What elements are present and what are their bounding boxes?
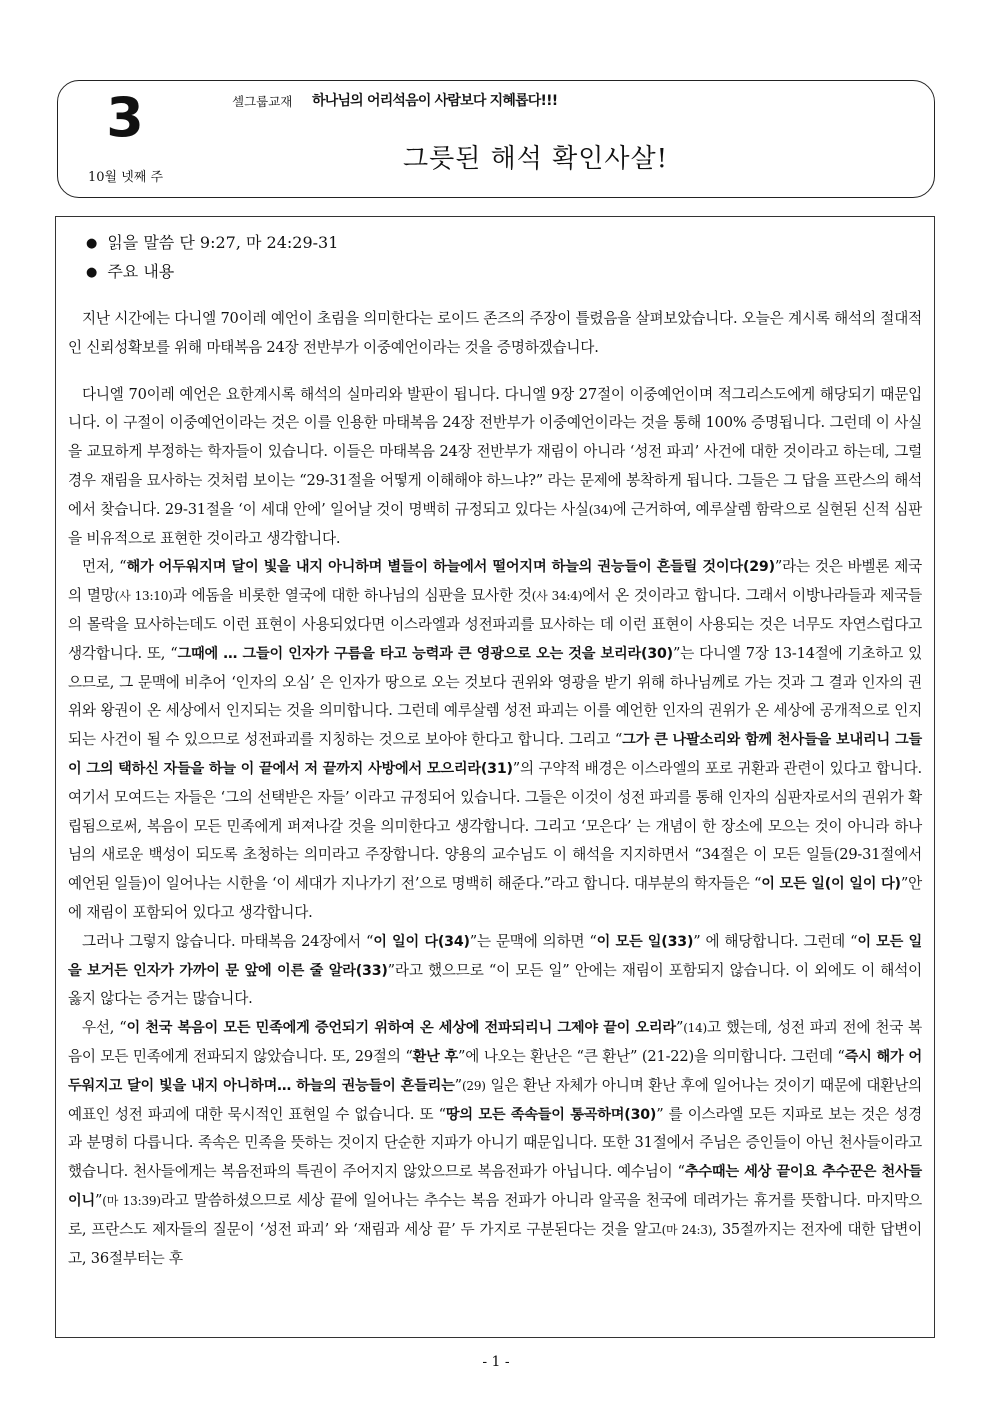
key-content-line: [86, 258, 922, 287]
reference: (마 24:3): [661, 1222, 713, 1237]
scripture-quote: 추수때는 세상 끝이요 추수꾼은 천사들이니: [68, 1164, 922, 1209]
text-run: ”는 문맥에 의하면 “: [469, 932, 597, 950]
text-run: ”는 다니엘 7장 13-14절에 기초하고 있으므로, 그 문맥에 비추어 ‘인자의 오심’ 은 인자가 땅으로 오는 것보다 권위와 영광을 받기 위해 하나님께로 가는 것과 그 결과 인자의 권위와 왕권이 온 세상에서 인지되는 것을 의미합니다. 그런데 예루살렘 성전 파괴는 이를 예언한 인자의 권위가 온 세상에 공개적으로 인지되는 사건이 될 수 있으므로 성전파괴를 지칭하는 것으로 보아야 한다고 합니다. 그리고 “: [68, 644, 922, 749]
content-box: [55, 216, 935, 1338]
scripture-quote: 이 모든 일을 보거든 인자가 가까이 문 앞에 이른 줄 알라(33): [68, 933, 922, 979]
text-run: 우선, “: [82, 1019, 127, 1037]
series-title: 하나님의 어리석음이 사람보다 지혜롭다!!!: [312, 93, 558, 109]
text-run: ”안에 재림이 포함되어 있다고 생각합니다.: [68, 875, 922, 921]
text-run: 지난 시간에는 다니엘 70이레 예언이 초림을 의미한다는 로이드 존즈의 주장이 틀렸음을 살펴보았습니다. 오늘은 계시록 해석의 절대적인 신뢰성확보를 위해 마태복음 24장 전반부가 이중예언이라는 것을 증명하겠습니다.: [68, 310, 922, 356]
scripture-quote: 이 일이 다(34): [373, 933, 470, 950]
series-label: 셀그룹교재: [232, 94, 293, 109]
text-run: 고 했는데, 성전 파괴 전에 천국 복음이 모든 민족에게 전파되지 않았습니다. 또, 29절의 “: [68, 1019, 922, 1065]
text-run: ”라고 했으므로 “이 모든 일” 안에는 재림이 포함되지 않습니다. 이 외에도 이 해석이 옳지 않다는 증거는 많습니다.: [68, 961, 923, 1008]
key-content-label: 주요 내용: [107, 262, 175, 281]
text-run: ”의 구약적 배경은 이스라엘의 포로 귀환과 관련이 있다고 합니다. 여기서 모여드는 자들은 ‘그의 선택받은 자들’ 이라고 규정되어 있습니다. 그들은 이것이 성전 파괴를 통해 인자의 심판자로서의 권위가 확립됨으로써, 복음이 모든 민족에게 퍼져나갈 것을 의미한다고 생각합니다. 그리고 ‘모은다’ 는 개념이 한 장소에 모으는 것이 아니라 하나님의 새로운 백성이 되도록 초청하는 의미라고 주장합니다. 양용의 교수님도 이 해석을 지지하면서 “34절은 이 모든 일들(29-31절에서 예언된 일들)이 일어나는 시한을 ‘이 세대가 지나가기 전’으로 명백히 해준다.”라고 합니다. 대부분의 학자들은 “: [68, 759, 922, 893]
scripture-quote: 이 모든 일(이 일이 다): [761, 876, 901, 893]
reference: (사 13:10): [114, 589, 173, 604]
text-run: 과 에돔을 비롯한 열국에 대한 하나님의 심판을 묘사한 것: [172, 587, 532, 605]
reference: (29): [461, 1078, 486, 1093]
text-run: 먼저, “: [82, 558, 127, 576]
text-run: ”에 나오는 환난은 “큰 환난” (21-22)을 의미합니다. 그런데 “: [458, 1047, 845, 1065]
text-run: 다니엘 70이레 예언은 요한계시록 해석의 실마리와 발판이 됩니다. 다니엘 9장 27절이 이중예언이며 적그리스도에게 해당되기 때문입니다. 이 구절이 이중예언이라는 것은 이를 인용한 마태복음 24장 전반부가 이중예언이라는 것을 통해 100% 증명됩니다. 그런데 이 사실을 교묘하게 부정하는 학자들이 있습니다. 이들은 마태복음 24장 전반부가 재림이 아니라 ‘성전 파괴’ 사건에 대한 것이라고 하는데, 그럴 경우 재림을 묘사하는 것처럼 보이는 “29-31절을 어떻게 이해해야 하느냐?” 라는 문제에 봉착하게 됩니다. 그들은 그 답을 프란스의 해석에서 찾습니다. 29-31절을 ‘이 세대 안에’ 일어날 것이 명백히 규정되고 있다는 사실: [68, 385, 922, 518]
reference: (34): [588, 502, 613, 517]
reference: (마 13:39): [102, 1193, 161, 1208]
scripture-quote: 환난 후: [412, 1048, 459, 1065]
scripture-quote: 이 천국 복음이 모든 민족에게 증언되기 위하여 온 세상에 전파되리니 그제야 끝이 오리라: [126, 1020, 676, 1037]
text-run: ”: [675, 1019, 684, 1037]
text-run: 그러나 그렇지 않습니다. 마태복음 24장에서 “: [82, 932, 374, 950]
reference: (사 34:4): [531, 589, 583, 604]
body-text: [68, 305, 922, 1273]
paragraph: [68, 928, 922, 1014]
text-run: , 35절까지는 전자에 대한 답변이고, 36절부터는 후: [68, 1220, 923, 1267]
text-run: ”: [454, 1076, 462, 1094]
paragraph: [68, 381, 922, 554]
page-number: - 1 -: [482, 1354, 510, 1370]
lesson-number: 3: [106, 86, 144, 149]
text-run: 에 근거하여, 예루살렘 함락으로 실현된 신적 심판을 비유적으로 표현한 것이라고 생각합니다.: [68, 500, 922, 547]
text-run: ”라는 것은 바벨론 제국의 멸망: [68, 558, 922, 605]
week-label: 10월 넷째 주: [88, 170, 164, 185]
scripture-quote: 즉시 해가 어두워지고 달이 빛을 내지 아니하며… 하늘의 권능들이 흔들리는: [68, 1048, 922, 1094]
text-run: 라고 말씀하셨으므로 세상 끝에 일어나는 추수는 복음 전파가 아니라 알곡을 천국에 데려가는 휴거를 뜻합니다. 마지막으로, 프란스도 제자들의 질문이 ‘성전 파괴’ 와 ‘재림과 세상 끝’ 두 가지로 구분된다는 것을 알고: [68, 1191, 922, 1238]
reading-value: 단 9:27, 마 24:29-31: [179, 233, 339, 252]
text-run: 에서 온 것이라고 합니다. 그래서 이방나라들과 제국들의 몰락을 묘사하는데도 이런 표현이 사용되었다면 이스라엘과 성전파괴를 묘사하는 데 이런 표현이 사용되는 것은 너무도 자연스럽다고 생각합니다. 또, “: [68, 587, 923, 662]
text-run: ”: [95, 1191, 103, 1209]
text-run: ” 에 해당합니다. 그런데 “: [693, 932, 858, 950]
reading-line: [86, 229, 922, 258]
scripture-quote: 땅의 모든 족속들이 통곡하며(30): [445, 1106, 657, 1123]
paragraph: [68, 1014, 922, 1273]
text-run: ” 를 이스라엘 모든 지파로 보는 것은 성경과 분명히 다릅니다. 족속은 민족을 뜻하는 것이지 단순한 지파가 아니기 때문입니다. 또한 31절에서 주님은 증인들이 아닌 천사들이라고 했습니다. 천사들에게는 복음전파의 특권이 주어지지 않았으므로 복음전파가 아닙니다. 예수님이 “: [68, 1105, 922, 1181]
text-run: 일은 환난 자체가 아니며 환난 후에 일어나는 것이기 때문에 대환난의 예표인 성전 파괴에 대한 묵시적인 표현일 수 없습니다. 또 “: [68, 1076, 922, 1123]
paragraph: [68, 553, 922, 927]
bullet-icon: ●: [86, 236, 98, 251]
reference: (14): [683, 1021, 708, 1036]
scripture-quote: 해가 어두워지며 달이 빛을 내지 아니하며 별들이 하늘에서 떨어지며 하늘의 권능들이 흔들릴 것이다(29): [126, 559, 775, 576]
scripture-quote: 그가 큰 나팔소리와 함께 천사들을 보내리니 그들이 그의 택하신 자들을 하늘 이 끝에서 저 끝까지 사방에서 모으리라(31): [68, 732, 922, 777]
paragraph: [68, 305, 922, 363]
reading-label: 읽을 말씀: [107, 233, 175, 252]
scripture-quote: 이 모든 일(33): [596, 933, 694, 950]
page-title: 그릇된 해석 확인사살!: [403, 144, 669, 174]
bullet-icon: ●: [86, 265, 98, 280]
scripture-quote: 그때에 … 그들이 인자가 구름을 타고 능력과 큰 영광으로 오는 것을 보리라(30): [177, 645, 673, 662]
